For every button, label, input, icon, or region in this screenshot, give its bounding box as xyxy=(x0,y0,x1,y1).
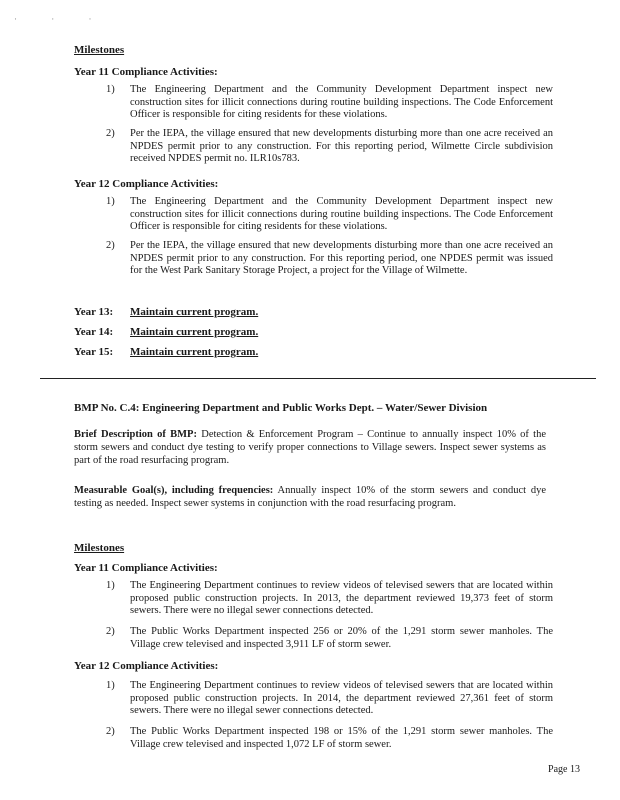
milestones-heading-2: Milestones xyxy=(74,542,125,554)
item-number: 1) xyxy=(106,580,115,591)
year13-line xyxy=(74,306,258,318)
item-number: 2) xyxy=(106,726,115,737)
brief-description xyxy=(74,428,546,467)
item-number: 2) xyxy=(106,626,115,637)
year11-heading-2: Year 11 Compliance Activities: xyxy=(74,562,218,574)
item-number: 2) xyxy=(106,240,115,251)
section-divider xyxy=(40,378,596,379)
year15-line xyxy=(74,346,258,358)
item-text: Per the IEPA, the village ensured that new developments disturbing more than one acre received an NPDES permit prior to any construction. For this reporting period, Wilmette Circle subdivision received NPDES permit no. ILR10s783. xyxy=(130,128,553,165)
goal-label: Measurable Goal(s), including frequencies: xyxy=(74,485,274,496)
brief-label: Brief Description of BMP: xyxy=(74,429,197,440)
item-number: 1) xyxy=(106,196,115,207)
item-text: The Public Works Department inspected 198 or 15% of the 1,291 storm sewer manholes. The Village crew televised and inspected 1,072 LF of storm sewer. xyxy=(130,726,553,750)
item-number: 1) xyxy=(106,84,115,95)
year-label: Year 15: xyxy=(74,346,114,358)
year-value: Maintain current program. xyxy=(130,306,259,318)
brief-text: Detection & Enforcement Program – Continue to annually inspect 10% of the storm sewers and conduct dye testing to verify proper connections to Village sewers. Inspect sewer systems as part of the road resurfacing program. xyxy=(74,429,547,466)
item-text: The Engineering Department continues to review videos of televised sewers that are located within proposed public construction projects. In 2014, the department reviewed 27,361 feet of storm sewers. There were no illegal sewer connections detected. xyxy=(130,680,553,717)
year14-line xyxy=(74,326,258,338)
item-text: The Engineering Department continues to review videos of televised sewers that are located within proposed public construction projects. In 2013, the department reviewed 19,373 feet of storm sewers. There were no illegal sewer connections detected. xyxy=(130,580,553,617)
year-value: Maintain current program. xyxy=(130,346,259,358)
year-label: Year 13: xyxy=(74,306,114,318)
year-value: Maintain current program. xyxy=(130,326,259,338)
item-number: 2) xyxy=(106,128,115,139)
year12-heading-2: Year 12 Compliance Activities: xyxy=(74,660,219,672)
item-text: The Public Works Department inspected 256 or 20% of the 1,291 storm sewer manholes. The Village crew televised and inspected 3,911 LF of storm sewer. xyxy=(130,626,553,650)
item-text: The Engineering Department and the Community Development Department inspect new construction sites for illicit connections during routine building inspections. The Code Enforcement Officer is responsible for citing residents for these violations. xyxy=(130,196,553,233)
measurable-goals xyxy=(74,484,546,510)
year-label: Year 14: xyxy=(74,326,114,338)
year11-heading-1: Year 11 Compliance Activities: xyxy=(74,66,218,78)
scan-specks: · · · xyxy=(14,14,108,24)
year12-heading-1: Year 12 Compliance Activities: xyxy=(74,178,219,190)
item-text: The Engineering Department and the Community Development Department inspect new construction sites for illicit connections during routine building inspections. The Code Enforcement Officer is responsible for citing residents for these violations. xyxy=(130,84,553,121)
page-number: Page 13 xyxy=(548,764,580,775)
goal-text: Annually inspect 10% of the storm sewers and conduct dye testing as needed. Inspect sewer systems in conjunction with the road resurfacing program. xyxy=(74,485,546,509)
item-number: 1) xyxy=(106,680,115,691)
bmp-title: BMP No. C.4: Engineering Department and Public Works Dept. – Water/Sewer Division xyxy=(74,402,488,414)
milestones-heading-1: Milestones xyxy=(74,44,125,56)
item-text: Per the IEPA, the village ensured that new developments disturbing more than one acre received an NPDES permit prior to any construction. For this reporting period, one NPDES permit was issued for the West Park Sanitary Storage Project, a project for the Village of Wilmette. xyxy=(130,240,553,277)
